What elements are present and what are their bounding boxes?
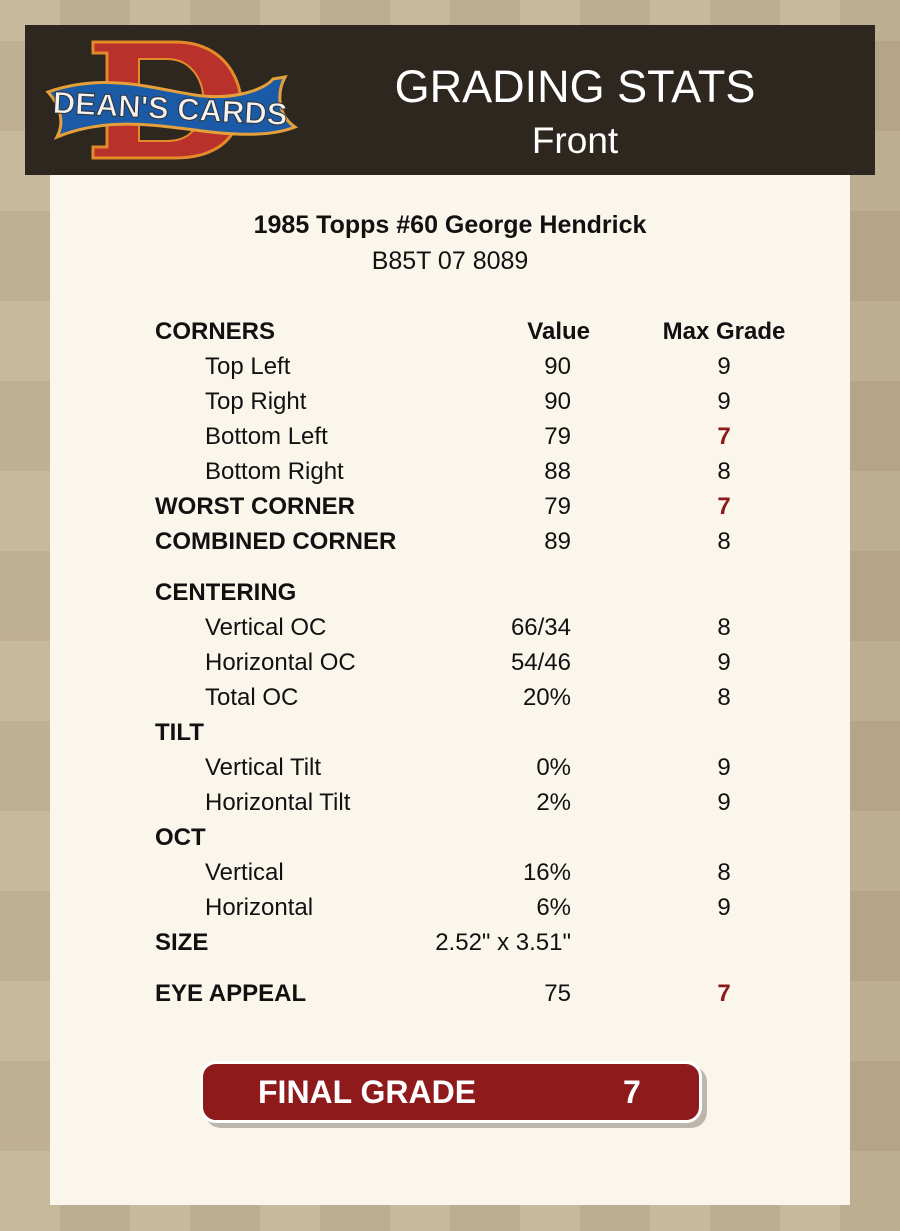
row-max-grade: Max Grade — [662, 318, 786, 345]
row-max-grade: 8 — [717, 614, 731, 641]
row-label: TILT — [155, 719, 204, 746]
table-row — [50, 454, 850, 489]
row-value: 16% — [522, 859, 571, 886]
table-row — [50, 976, 850, 1011]
row-label: SIZE — [155, 929, 209, 956]
row-max-grade: 8 — [717, 458, 731, 485]
row-value: 89 — [544, 528, 571, 555]
table-row — [50, 750, 850, 785]
table-row — [50, 855, 850, 890]
row-value: 54/46 — [510, 649, 571, 676]
row-max-grade: 7 — [717, 493, 731, 520]
row-label: Bottom Left — [205, 423, 328, 450]
row-label: EYE APPEAL — [155, 980, 307, 1007]
row-value: 75 — [544, 980, 571, 1007]
final-grade-badge — [200, 1061, 702, 1123]
table-header-row — [50, 314, 850, 349]
row-max-grade: 7 — [717, 423, 731, 450]
row-label: Horizontal — [205, 894, 314, 921]
table-row — [50, 820, 850, 855]
final-grade-value: 7 — [623, 1074, 641, 1110]
table-row — [50, 785, 850, 820]
row-label: CENTERING — [155, 579, 297, 606]
table-row — [50, 925, 850, 960]
row-value: 0% — [536, 754, 571, 781]
row-max-grade: 9 — [717, 789, 731, 816]
table-row — [50, 680, 850, 715]
logo-text: DEAN'S CARDS — [52, 84, 289, 133]
table-row — [50, 890, 850, 925]
table-row — [50, 524, 850, 559]
row-value: 66/34 — [510, 614, 571, 641]
table-row — [50, 610, 850, 645]
row-value: 79 — [544, 423, 571, 450]
page-title: GRADING STATS — [394, 61, 756, 112]
row-label: Horizontal OC — [205, 649, 356, 676]
row-max-grade: 9 — [717, 754, 731, 781]
row-label: Top Right — [205, 388, 307, 415]
row-max-grade: 8 — [717, 859, 731, 886]
row-max-grade: 9 — [717, 388, 731, 415]
grading-table — [50, 314, 850, 1011]
row-max-grade: 7 — [717, 980, 731, 1007]
row-value: 2.52" x 3.51" — [435, 929, 571, 956]
row-value: 20% — [522, 684, 571, 711]
row-value: 90 — [544, 353, 571, 380]
stats-panel — [50, 175, 850, 1205]
table-row — [50, 575, 850, 610]
row-max-grade: 8 — [717, 684, 731, 711]
row-label: Horizontal Tilt — [205, 789, 351, 816]
table-row — [50, 349, 850, 384]
row-value: 79 — [544, 493, 571, 520]
row-value: 6% — [536, 894, 571, 921]
row-label: Vertical — [205, 859, 284, 886]
row-value: 2% — [536, 789, 571, 816]
row-max-grade: 9 — [717, 894, 731, 921]
row-label: COMBINED CORNER — [155, 528, 397, 555]
row-label: OCT — [155, 824, 206, 851]
row-label: WORST CORNER — [155, 493, 355, 520]
table-row — [50, 489, 850, 524]
table-row — [50, 645, 850, 680]
card-code: B85T 07 8089 — [371, 247, 529, 275]
row-label: Vertical Tilt — [205, 754, 322, 781]
table-row — [50, 419, 850, 454]
deans-cards-logo — [45, 37, 305, 163]
row-max-grade: 8 — [717, 528, 731, 555]
row-max-grade: 9 — [717, 649, 731, 676]
final-grade-label: FINAL GRADE — [258, 1074, 477, 1110]
card-name: 1985 Topps #60 George Hendrick — [253, 211, 647, 239]
row-label: Vertical OC — [205, 614, 327, 641]
row-value: 88 — [544, 458, 571, 485]
row-label: Bottom Right — [205, 458, 344, 485]
row-label: CORNERS — [155, 318, 276, 345]
row-max-grade: 9 — [717, 353, 731, 380]
header-bar — [25, 25, 875, 175]
page-subtitle: Front — [531, 120, 619, 161]
row-label: Total OC — [205, 684, 299, 711]
row-value: Value — [527, 318, 590, 345]
table-row — [50, 384, 850, 419]
row-value: 90 — [544, 388, 571, 415]
table-row — [50, 715, 850, 750]
row-label: Top Left — [205, 353, 291, 380]
